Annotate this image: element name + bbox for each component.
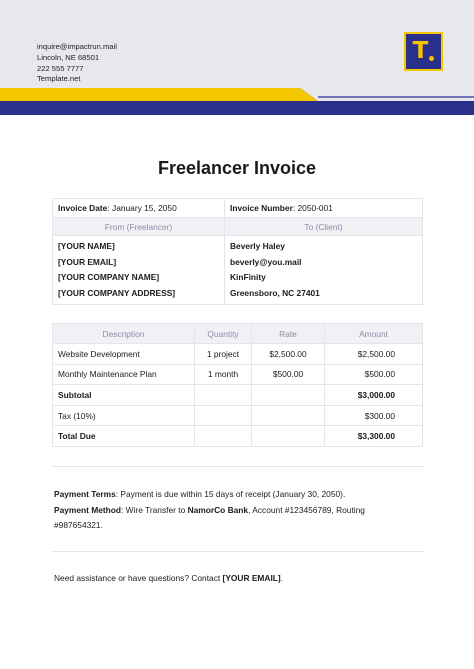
contact-email: inquire@impactrun.mail — [37, 42, 117, 51]
invoice-number-label: Invoice Number — [230, 203, 293, 213]
table-row — [53, 364, 423, 385]
parties-row — [53, 236, 423, 305]
invoice-header — [0, 0, 474, 115]
footer-end: . — [280, 573, 284, 583]
item-rate: $500.00 — [252, 364, 325, 385]
from-details — [53, 236, 225, 305]
empty-cell — [195, 385, 252, 406]
invoice-date-label: Invoice Date — [58, 203, 108, 213]
item-quantity: 1 month — [195, 364, 252, 385]
from-name: [YOUR NAME] — [58, 241, 115, 251]
payment-terms-label: Payment Terms — [54, 489, 116, 499]
invoice-date-cell: Invoice Date: January 15, 2050 — [53, 199, 225, 218]
payment-terms-text: : Payment is due within 15 days of receipt (January 30, 2050). — [115, 489, 346, 499]
item-amount: $2,500.00 — [325, 344, 423, 365]
invoice-number-cell: Invoice Number: 2050-001 — [225, 199, 423, 218]
items-header-row — [53, 324, 423, 344]
footer-note — [54, 573, 283, 583]
total-label: Total Due — [53, 426, 195, 447]
to-header: To (Client) — [225, 218, 423, 236]
to-email: beverly@you.mail — [230, 256, 302, 267]
payment-method-label: Payment Method — [54, 504, 122, 515]
company-logo — [404, 32, 443, 71]
payment-method-text: : Wire Transfer to — [121, 504, 188, 515]
footer-text: Need assistance or have questions? Contact — [54, 573, 223, 583]
empty-cell — [195, 405, 252, 426]
to-details — [225, 236, 423, 305]
to-name: Beverly Haley — [230, 241, 285, 251]
line-items-table — [52, 323, 423, 447]
page-title: Freelancer Invoice — [157, 158, 317, 178]
contact-phone: 222 555 7777 — [37, 63, 84, 73]
from-email: [YOUR EMAIL] — [58, 256, 117, 267]
payment-method-bank: NamorCo Bank — [187, 504, 249, 515]
divider — [52, 466, 423, 467]
total-row — [53, 426, 423, 447]
empty-cell — [195, 426, 252, 447]
tax-row — [53, 405, 423, 426]
total-value: $3,300.00 — [325, 426, 423, 447]
logo-letter: T — [412, 38, 429, 64]
invoice-number-value: 2050-001 — [297, 203, 333, 213]
item-quantity: 1 project — [195, 344, 252, 365]
from-header: From (Freelancer) — [53, 218, 225, 236]
yellow-stripe — [0, 88, 318, 101]
col-description: Description — [53, 324, 195, 344]
parties-header-row — [53, 218, 423, 236]
company-contact — [37, 42, 117, 85]
tax-label: Tax (10%) — [53, 405, 195, 426]
invoice-date-value: January 15, 2050 — [112, 203, 177, 213]
empty-cell — [252, 405, 325, 426]
subtotal-row — [53, 385, 423, 406]
logo-dot — [429, 56, 434, 61]
payment-method-account: , Account #123456789, Routing #987654321. — [54, 504, 365, 530]
invoice-meta-row — [53, 199, 423, 218]
payment-terms-block — [54, 487, 414, 534]
item-rate: $2,500.00 — [252, 344, 325, 365]
divider — [52, 551, 423, 552]
from-address: [YOUR COMPANY ADDRESS] — [58, 287, 176, 298]
col-amount: Amount — [325, 324, 423, 344]
empty-cell — [252, 426, 325, 447]
contact-website: Template.net — [37, 74, 81, 84]
tax-value: $300.00 — [325, 405, 423, 426]
item-description: Website Development — [53, 344, 195, 365]
contact-address: Lincoln, NE 68501 — [37, 52, 100, 62]
payment-method — [54, 503, 414, 534]
col-quantity: Quantity — [195, 324, 252, 344]
payment-terms — [54, 487, 414, 503]
subtotal-label: Subtotal — [53, 385, 195, 406]
to-address: Greensboro, NC 27401 — [230, 287, 320, 298]
empty-cell — [252, 385, 325, 406]
footer-contact: [YOUR EMAIL] — [222, 573, 281, 583]
col-rate: Rate — [252, 324, 325, 344]
item-description: Monthly Maintenance Plan — [53, 364, 195, 385]
invoice-info-table — [52, 198, 423, 305]
table-row — [53, 344, 423, 365]
to-company: KinFinity — [230, 272, 266, 283]
item-amount: $500.00 — [325, 364, 423, 385]
subtotal-value: $3,000.00 — [325, 385, 423, 406]
from-company: [YOUR COMPANY NAME] — [58, 272, 160, 283]
